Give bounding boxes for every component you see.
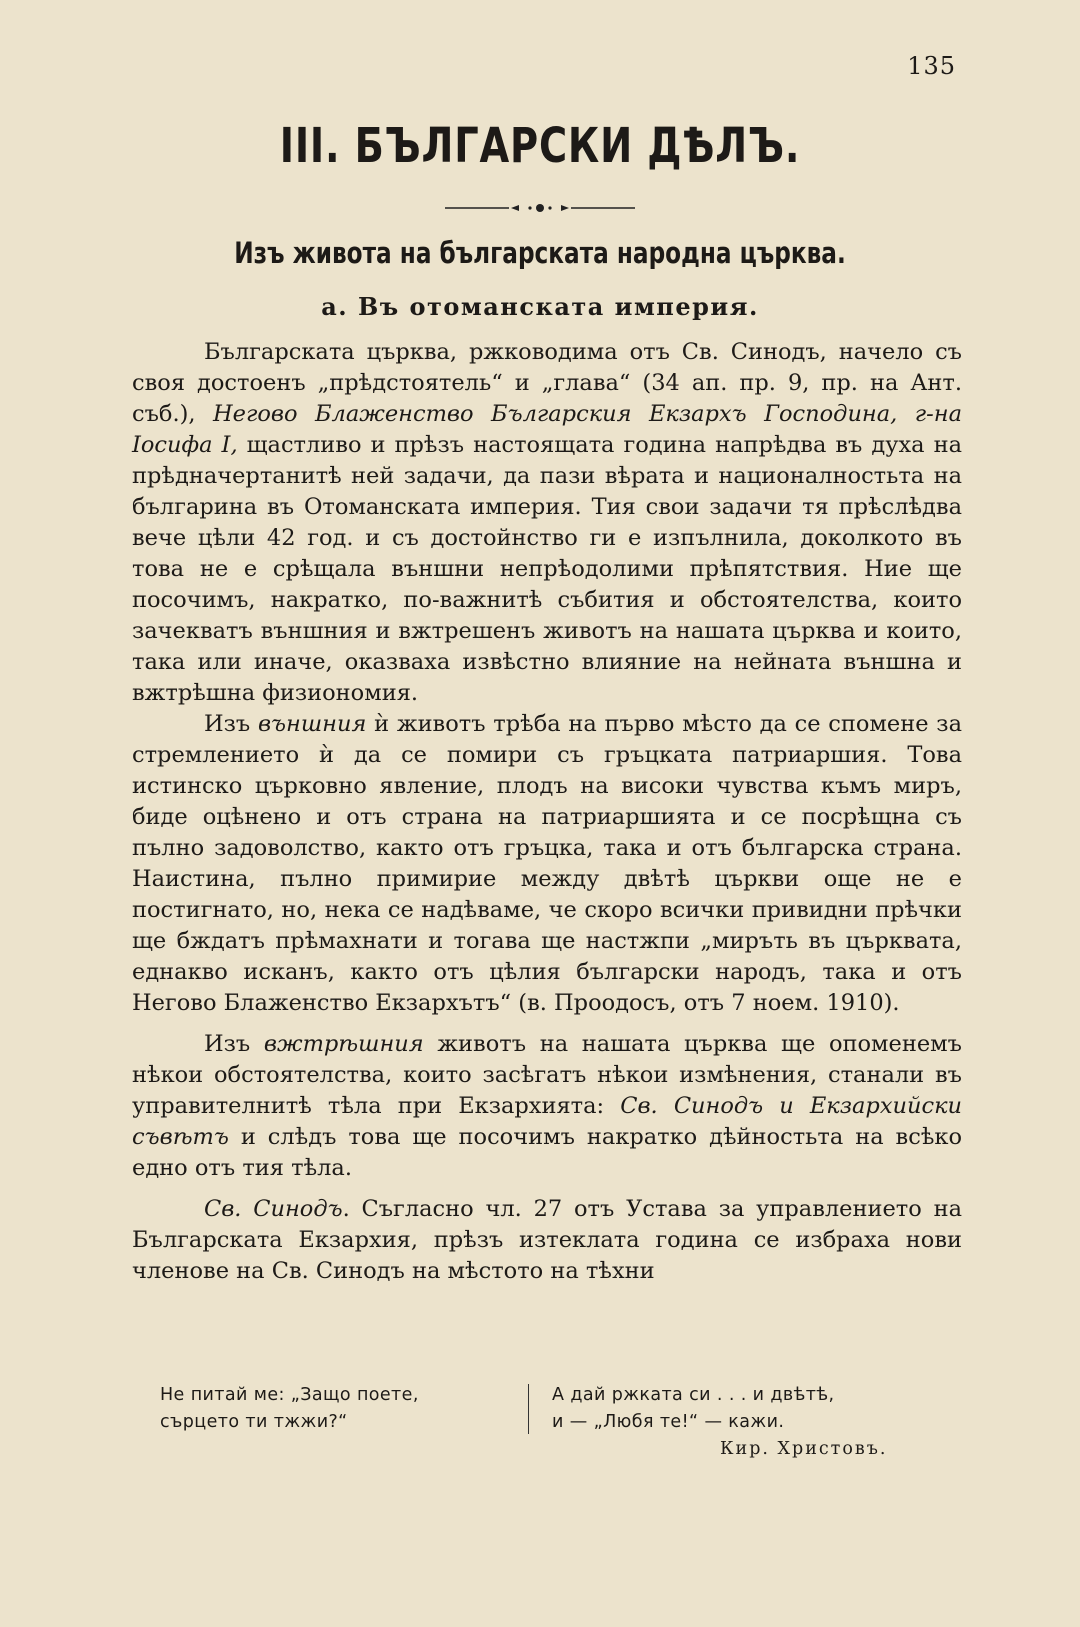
paragraph-3-italic: вжтрѣшния xyxy=(263,1031,424,1057)
section-title: III. БЪЛГАРСКИ ДѢЛЪ. xyxy=(279,118,801,174)
ornament-divider-icon xyxy=(445,198,635,218)
paragraph-1-text: Българската църква, ржководима отъ Св. Синодъ, начело съ своя достоенъ „прѣдстоятель“ и „глава“ (34 ап. пр. 9, пр. на Ант. съб.), xyxy=(132,339,962,427)
subsection-heading: а. Въ отоманската империя. xyxy=(321,292,759,321)
paragraph-3 xyxy=(132,1029,962,1184)
paragraph-3-text-end: и слѣдъ това ще посочимъ накратко дѣйностьта на всѣко едно отъ тия тѣла. xyxy=(132,1124,962,1181)
paragraph-4-italic: Св. Синодъ xyxy=(204,1196,343,1222)
paragraph-2-text-cont: ѝ животъ трѣба на първо мѣсто да се спомене за стремлението ѝ да се помири съ гръцката патриаршия. Това истинско църковно явление, плодъ на високи чувства къмъ миръ, биде оцѣнено и отъ страна на патриаршията и се посрѣщна съ пълно задоволство, както отъ гръцка, така и отъ българска страна. Наистина, пълно примирие между двѣтѣ църкви още не е постигнато, но, нека се надѣваме, че скоро всички привидни прѣчки ще бждатъ прѣмахнати и тогава ще настжпи „миръть въ църквата, еднакво исканъ, както отъ цѣлия български народъ, така и отъ Негово Блаженство Екзархътъ“ (в. Проодосъ, отъ 7 ноем. 1910). xyxy=(132,711,962,1016)
paragraph-3-italic-2: Св. Синодъ и Екзархийски съвѣтъ xyxy=(132,1093,963,1150)
paragraph-3-text-cont: животъ на нашата църква ще опоменемъ нѣкои обстоятелства, които засѣгатъ нѣкои измѣнения, станали въ управителнитѣ тѣла при Екзархията: xyxy=(132,1031,962,1119)
paragraph-1-text-cont: щастливо и прѣзъ настоящата година напрѣдва въ духа на прѣдначертанитѣ ней задачи, да пази вѣрата и националностьта на българина въ Отоманската империя. Тия свои задачи тя прѣслѣдва вече цѣли 42 год. и съ достойнство ги е изпълнила, доколкото въ това не е срѣщала външни непрѣодолими прѣпятствия. Ние ще посочимъ, накратко, по-важнитѣ събития и обстоятелства, които зачекватъ външния и вжтрешенъ животъ на нашата църква и които, така или иначе, оказваха извѣстно влияние на нейната външна и вжтрѣшна физиономия. xyxy=(132,432,962,706)
poem-line: А дай ржката си . . . и двѣтѣ, xyxy=(552,1385,835,1405)
poem-line: и — „Любя те!“ — кажи. xyxy=(552,1412,785,1432)
poem-author: Кир. Христовъ. xyxy=(720,1439,888,1459)
poem-right-column xyxy=(552,1382,952,1436)
poem-line: Не питай ме: „Защо поете, xyxy=(160,1385,419,1405)
page-number: 135 xyxy=(907,52,956,80)
paragraph-4-text: . Съгласно чл. 27 отъ Устава за управлението на Българската Екзархия, прѣзъ изтеклата година се избраха нови членове на Св. Синодъ на мѣстото на тѣхни xyxy=(132,1196,962,1284)
paragraph-2-text: Изъ xyxy=(204,711,258,737)
paragraph-4 xyxy=(132,1194,962,1287)
paragraph-1 xyxy=(132,337,962,709)
poem-divider xyxy=(528,1384,529,1434)
article-body xyxy=(132,337,962,1287)
paragraph-2-italic: външния xyxy=(257,711,367,737)
poem-line: сърцето ти тжжи?“ xyxy=(160,1412,348,1432)
paragraph-2 xyxy=(132,709,962,1019)
article-subtitle: Изъ живота на българската народна църква. xyxy=(234,236,846,270)
poem-left-column xyxy=(160,1382,510,1436)
paragraph-1-italic: Негово Блаженство Българския Екзархъ Господина, г-на Іосифа І, xyxy=(132,401,963,458)
paragraph-3-text: Изъ xyxy=(204,1031,264,1057)
